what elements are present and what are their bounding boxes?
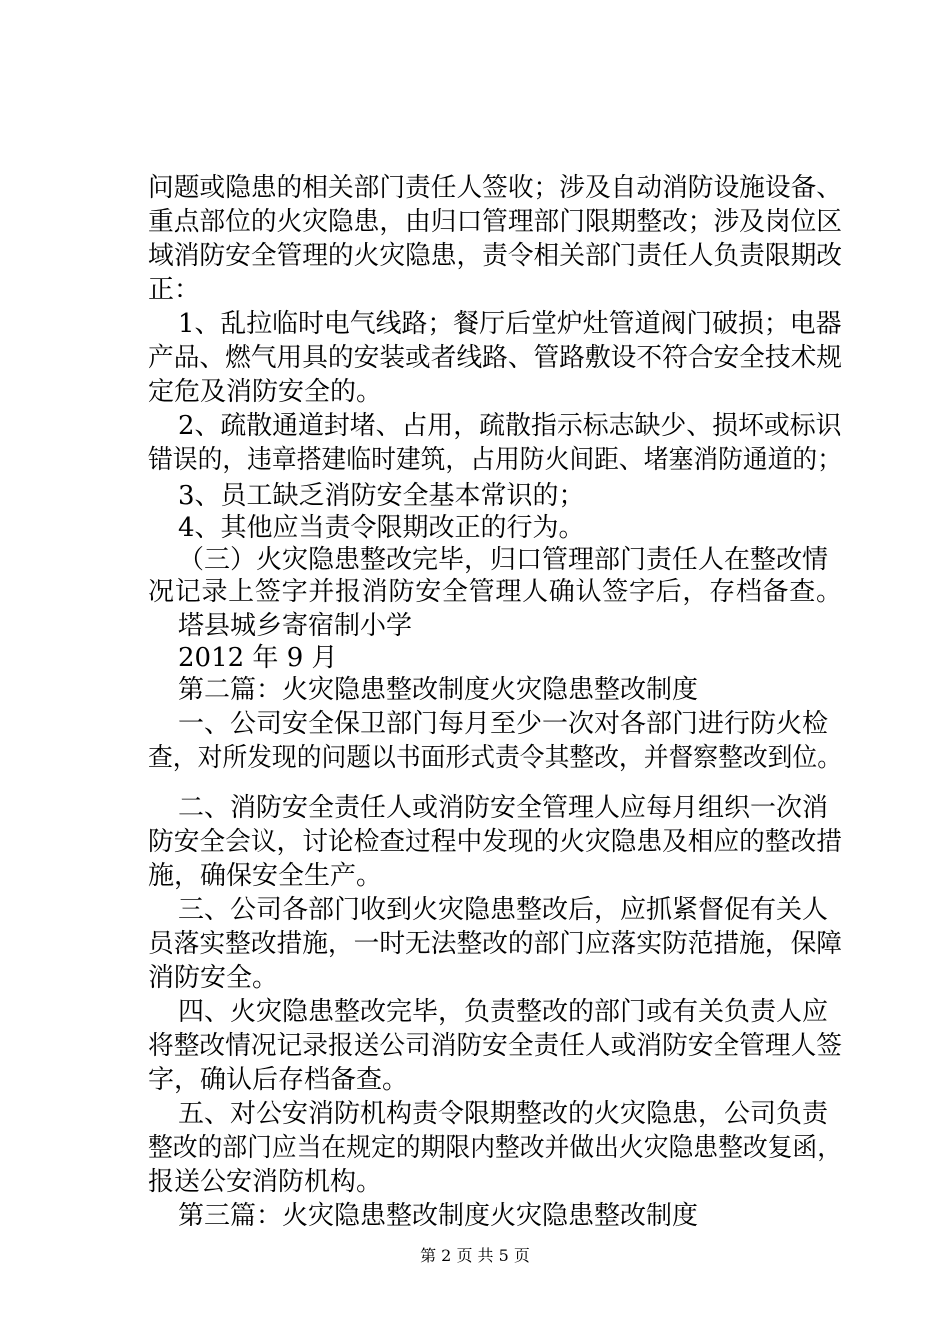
text-line: 3、员工缺乏消防安全基本常识的； — [178, 481, 585, 511]
text-line: 错误的，违章搭建临时建筑，占用防火间距、堵塞消防通道的； — [148, 445, 843, 475]
text-line: 消防安全。 — [148, 963, 279, 993]
text-line: 报送公安消防机构。 — [148, 1167, 383, 1197]
text-line: 正： — [148, 275, 201, 305]
text-line: 三、公司各部门收到火灾隐患整改后，应抓紧督促有关人 — [178, 895, 829, 925]
text-line: 二、消防安全责任人或消防安全管理人应每月组织一次消 — [178, 793, 829, 823]
text-line: 定危及消防安全的。 — [148, 377, 383, 407]
text-line: 问题或隐患的相关部门责任人签收；涉及自动消防设施设备、 — [148, 173, 843, 203]
school-name: 塔县城乡寄宿制小学 — [178, 611, 413, 641]
text-line: 4、其他应当责令限期改正的行为。 — [178, 513, 585, 543]
text-line: 查，对所发现的问题以书面形式责令其整改，并督察整改到位。 — [148, 743, 843, 773]
text-line: 域消防安全管理的火灾隐患，责令相关部门责任人负责限期改 — [148, 241, 843, 271]
date-line: 2012 年 9 月 — [178, 643, 338, 673]
page-number-footer: 第 2 页 共 5 页 — [420, 1246, 530, 1265]
text-line: 将整改情况记录报送公司消防安全责任人或消防安全管理人签 — [148, 1031, 843, 1061]
text-line: 一、公司安全保卫部门每月至少一次对各部门进行防火检 — [178, 709, 829, 739]
text-line: 重点部位的火灾隐患，由归口管理部门限期整改；涉及岗位区 — [148, 207, 843, 237]
section-heading: 第三篇：火灾隐患整改制度火灾隐患整改制度 — [178, 1201, 699, 1231]
text-line: 员落实整改措施，一时无法整改的部门应落实防范措施，保障 — [148, 929, 843, 959]
text-line: 施，确保安全生产。 — [148, 861, 383, 891]
text-line: 字，确认后存档备查。 — [148, 1065, 409, 1095]
text-line: 2、疏散通道封堵、占用，疏散指示标志缺少、损坏或标识 — [178, 411, 842, 441]
text-line: 1、乱拉临时电气线路；餐厅后堂炉灶管道阀门破损；电器 — [178, 309, 842, 339]
section-heading: 第二篇：火灾隐患整改制度火灾隐患整改制度 — [178, 675, 699, 705]
text-line: 防安全会议，讨论检查过程中发现的火灾隐患及相应的整改措 — [148, 827, 843, 857]
text-line: 产品、燃气用具的安装或者线路、管路敷设不符合安全技术规 — [148, 343, 843, 373]
text-line: 四、火灾隐患整改完毕，负责整改的部门或有关负责人应 — [178, 997, 829, 1027]
text-line: 况记录上签字并报消防安全管理人确认签字后，存档备查。 — [148, 577, 843, 607]
text-line: （三）火灾隐患整改完毕，归口管理部门责任人在整改情 — [178, 545, 829, 575]
text-line: 整改的部门应当在规定的期限内整改并做出火灾隐患整改复函， — [148, 1133, 843, 1163]
text-line: 五、对公安消防机构责令限期整改的火灾隐患，公司负责 — [178, 1099, 829, 1129]
